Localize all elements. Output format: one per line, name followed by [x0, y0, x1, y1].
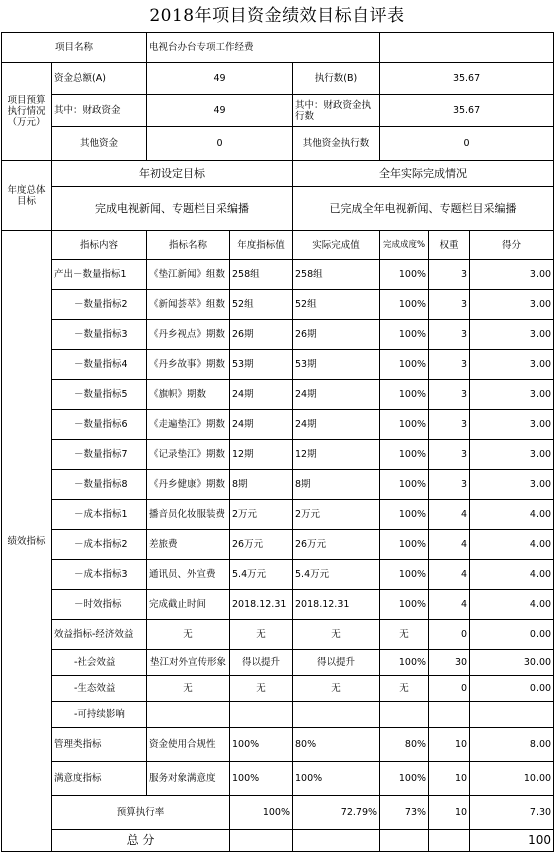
perf-cell	[380, 702, 429, 728]
perf-cell: 3	[429, 350, 470, 380]
perf-cell: －数量指标5	[52, 380, 147, 410]
budget-rate-cell: 10	[429, 796, 470, 830]
perf-cell: 2018.12.31	[293, 590, 380, 620]
perf-cell: 3.00	[470, 470, 554, 500]
page-title: 2018年项目资金绩效目标自评表	[149, 6, 405, 26]
perf-cell: 26万元	[230, 530, 293, 560]
perf-cell: 《新闻荟萃》组数	[147, 290, 230, 320]
perf-cell: 258组	[293, 260, 380, 290]
perf-cell: －成本指标1	[52, 500, 147, 530]
perf-cell: 《丹乡故事》期数	[147, 350, 230, 380]
perf-cell: 3.00	[470, 290, 554, 320]
perf-cell: 26期	[230, 320, 293, 350]
fiscal-value: 49	[147, 95, 293, 127]
perf-cell: 0.00	[470, 620, 554, 650]
perf-cell: 3.00	[470, 380, 554, 410]
annual-set-label: 年初设定目标	[52, 161, 293, 187]
table-row	[2, 560, 554, 590]
perf-cell: 《走遍垫江》期数	[147, 410, 230, 440]
perf-cell: 100%	[380, 650, 429, 676]
perf-cell: 52组	[293, 290, 380, 320]
perf-cell: 5.4万元	[230, 560, 293, 590]
perf-cell: 资金使用合规性	[147, 728, 230, 762]
project-name-value: 电视台办台专项工作经费	[147, 33, 380, 63]
perf-header-cell: 年度指标值	[230, 231, 293, 260]
perf-cell: 258组	[230, 260, 293, 290]
perf-cell: 无	[230, 620, 293, 650]
perf-cell: 0	[429, 620, 470, 650]
perf-cell: 无	[147, 620, 230, 650]
perf-cell: 2万元	[293, 500, 380, 530]
perf-cell: 无	[230, 676, 293, 702]
table-row	[2, 702, 554, 728]
perf-cell: 管理类指标	[52, 728, 147, 762]
perf-cell: 5.4万元	[293, 560, 380, 590]
annual-actual-value: 已完成全年电视新闻、专题栏目采编播	[293, 187, 554, 231]
perf-cell: 10	[429, 728, 470, 762]
perf-cell: 0.00	[470, 676, 554, 702]
perf-cell: 100%	[380, 470, 429, 500]
perf-cell: 得以提升	[293, 650, 380, 676]
perf-cell: 52组	[230, 290, 293, 320]
perf-cell: 24期	[230, 380, 293, 410]
perf-cell: －数量指标2	[52, 290, 147, 320]
table-row	[2, 650, 554, 676]
other-value: 0	[147, 127, 293, 161]
perf-cell: 《记录垫江》期数	[147, 440, 230, 470]
perf-cell: 播音员化妆服装费	[147, 500, 230, 530]
perf-cell: 100%	[380, 530, 429, 560]
perf-cell: 通讯员、外宣费	[147, 560, 230, 590]
blank-cell	[429, 830, 470, 852]
other-exec-label: 其他资金执行数	[293, 127, 380, 161]
table-row	[2, 530, 554, 560]
blank-cell	[293, 830, 380, 852]
budget-rate-cell: 72.79%	[293, 796, 380, 830]
table-row	[2, 380, 554, 410]
perf-cell: 100%	[380, 410, 429, 440]
perf-cell: 100%	[380, 560, 429, 590]
fiscal-exec-label: 其中：财政资金执行数	[293, 95, 380, 127]
perf-cell: －数量指标7	[52, 440, 147, 470]
project-name-label: 项目名称	[2, 33, 147, 63]
perf-cell: 10.00	[470, 762, 554, 796]
perf-cell: 24期	[230, 410, 293, 440]
perf-section-label: 绩效指标	[2, 231, 52, 852]
other-exec-value: 0	[380, 127, 554, 161]
perf-cell: 26期	[293, 320, 380, 350]
table-row	[2, 762, 554, 796]
perf-cell: 12期	[230, 440, 293, 470]
perf-cell: 3	[429, 320, 470, 350]
perf-cell: 4	[429, 530, 470, 560]
perf-cell: 3	[429, 380, 470, 410]
perf-cell: 10	[429, 762, 470, 796]
blank-cell	[380, 33, 554, 63]
total-row	[2, 830, 554, 852]
perf-cell: 100%	[380, 320, 429, 350]
perf-cell: 4	[429, 590, 470, 620]
perf-cell: 满意度指标	[52, 762, 147, 796]
perf-cell: 53期	[230, 350, 293, 380]
perf-cell: 100%	[230, 762, 293, 796]
table-row	[2, 728, 554, 762]
table-row	[2, 500, 554, 530]
perf-cell	[293, 702, 380, 728]
perf-cell: 30.00	[470, 650, 554, 676]
blank-cell	[230, 830, 293, 852]
budget-rate-row	[2, 796, 554, 830]
perf-cell: 24期	[293, 380, 380, 410]
perf-cell	[470, 702, 554, 728]
perf-cell: 4.00	[470, 530, 554, 560]
perf-cell: 3.00	[470, 260, 554, 290]
table-row	[2, 470, 554, 500]
perf-cell: 100%	[380, 350, 429, 380]
table-row	[2, 590, 554, 620]
perf-cell: 得以提升	[230, 650, 293, 676]
perf-cell: －时效指标	[52, 590, 147, 620]
budget-rate-cell: 100%	[230, 796, 293, 830]
perf-cell: 30	[429, 650, 470, 676]
perf-cell: 3.00	[470, 410, 554, 440]
perf-cell: 2018.12.31	[230, 590, 293, 620]
perf-cell: 差旅费	[147, 530, 230, 560]
budget-exec-value: 35.67	[380, 63, 554, 95]
perf-cell: 100%	[380, 290, 429, 320]
perf-cell: 4.00	[470, 500, 554, 530]
perf-cell: 100%	[293, 762, 380, 796]
perf-cell: 无	[380, 620, 429, 650]
budget-section-label: 项目预算执行情况（万元）	[2, 63, 52, 161]
table-row	[2, 676, 554, 702]
perf-cell: 产出－数量指标1	[52, 260, 147, 290]
perf-cell: 无	[293, 620, 380, 650]
total-label: 总 分	[52, 830, 230, 852]
perf-header-cell: 指标内容	[52, 231, 147, 260]
perf-cell: 无	[293, 676, 380, 702]
perf-cell: －成本指标3	[52, 560, 147, 590]
perf-cell: 无	[147, 676, 230, 702]
fiscal-exec-value: 35.67	[380, 95, 554, 127]
perf-header-cell: 得分	[470, 231, 554, 260]
perf-header-cell: 实际完成值	[293, 231, 380, 260]
perf-cell: －数量指标8	[52, 470, 147, 500]
perf-cell: 无	[380, 676, 429, 702]
perf-cell: 3.00	[470, 320, 554, 350]
annual-actual-label: 全年实际完成情况	[293, 161, 554, 187]
budget-total-value: 49	[147, 63, 293, 95]
perf-cell: －数量指标4	[52, 350, 147, 380]
perf-cell: 80%	[293, 728, 380, 762]
table-row	[2, 260, 554, 290]
perf-cell: －成本指标2	[52, 530, 147, 560]
perf-cell: 《丹乡健康》期数	[147, 470, 230, 500]
perf-cell: 100%	[230, 728, 293, 762]
budget-exec-label: 执行数(B)	[293, 63, 380, 95]
perf-cell: 3.00	[470, 440, 554, 470]
perf-header-cell: 权重	[429, 231, 470, 260]
table-row	[2, 320, 554, 350]
perf-cell: 100%	[380, 260, 429, 290]
perf-header-cell: 完成成度%	[380, 231, 429, 260]
table-row	[2, 620, 554, 650]
perf-cell: -可持续影响	[52, 702, 147, 728]
perf-cell: 垫江对外宣传形象	[147, 650, 230, 676]
perf-cell: 100%	[380, 380, 429, 410]
perf-cell: 26万元	[293, 530, 380, 560]
perf-cell: 100%	[380, 500, 429, 530]
other-label: 其他资金	[52, 127, 147, 161]
table-row	[2, 350, 554, 380]
perf-cell: -社会效益	[52, 650, 147, 676]
blank-cell	[380, 830, 429, 852]
annual-set-value: 完成电视新闻、专题栏目采编播	[52, 187, 293, 231]
perf-cell: 100%	[380, 440, 429, 470]
fiscal-label: 其中：财政资金	[52, 95, 147, 127]
perf-cell: 服务对象满意度	[147, 762, 230, 796]
perf-cell: －数量指标6	[52, 410, 147, 440]
perf-cell: 4.00	[470, 560, 554, 590]
budget-total-label: 资金总额(A)	[52, 63, 147, 95]
perf-cell: 《旗帜》期数	[147, 380, 230, 410]
perf-cell: 3	[429, 470, 470, 500]
perf-cell: 3	[429, 440, 470, 470]
budget-rate-cell: 73%	[380, 796, 429, 830]
perf-cell: 《垫江新闻》组数	[147, 260, 230, 290]
perf-cell: 0	[429, 676, 470, 702]
perf-header-cell: 指标名称	[147, 231, 230, 260]
budget-rate-cell: 7.30	[470, 796, 554, 830]
perf-cell: 100%	[380, 590, 429, 620]
perf-cell: 8期	[293, 470, 380, 500]
perf-cell: 4.00	[470, 590, 554, 620]
table-row	[2, 410, 554, 440]
perf-cell: 8.00	[470, 728, 554, 762]
perf-cell: 53期	[293, 350, 380, 380]
perf-cell: 4	[429, 500, 470, 530]
perf-cell: 12期	[293, 440, 380, 470]
perf-cell: 完成截止时间	[147, 590, 230, 620]
perf-cell: 8期	[230, 470, 293, 500]
perf-cell: 100%	[380, 762, 429, 796]
perf-cell: -生态效益	[52, 676, 147, 702]
perf-cell: 24期	[293, 410, 380, 440]
perf-cell: 3.00	[470, 350, 554, 380]
perf-cell: 3	[429, 410, 470, 440]
perf-cell: 3	[429, 290, 470, 320]
perf-cell: 80%	[380, 728, 429, 762]
budget-rate-cell: 预算执行率	[52, 796, 230, 830]
perf-cell: －数量指标3	[52, 320, 147, 350]
perf-cell: 4	[429, 560, 470, 590]
perf-cell: 效益指标-经济效益	[52, 620, 147, 650]
perf-cell: 《丹乡视点》期数	[147, 320, 230, 350]
perf-cell: 2万元	[230, 500, 293, 530]
evaluation-table	[1, 32, 554, 852]
table-row	[2, 440, 554, 470]
perf-cell	[230, 702, 293, 728]
total-weight: 100	[470, 830, 554, 852]
perf-cell	[429, 702, 470, 728]
perf-cell: 3	[429, 260, 470, 290]
annual-section-label: 年度总体目标	[2, 161, 52, 231]
table-row	[2, 290, 554, 320]
perf-cell	[147, 702, 230, 728]
